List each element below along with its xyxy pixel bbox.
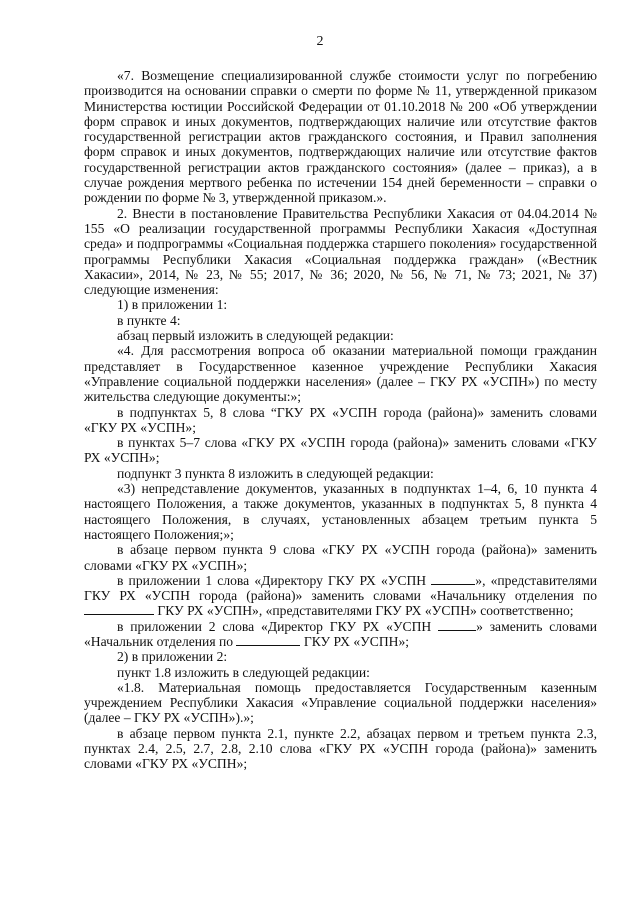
fill-in-blank [84, 603, 154, 615]
text-segment: », «представителями ГКУ РХ «УСПН города (района)» заменить словами «Начальнику отделения по [84, 572, 597, 604]
text-segment: » заменить словами «Начальник отделения по [84, 618, 597, 649]
paragraph-point-1-8: пункт 1.8 изложить в следующей редакции: [117, 664, 370, 680]
document-body [84, 68, 597, 772]
paragraph-item-7: «7. Возмещение специализированной службе стоимости услуг по погребению производится на основании справки о смерти по форме № 11, утвержденной приказом Министерства юстиции Российской Федерации от 01.10.2018 № 200 «Об утверждении форм справок и иных документов, подтверждающих наличие или отсутствие фактов государственной регистрации актов гражданского состояния, и Правил заполнения форм справок и иных документов, подтверждающих наличие или отсутствие фактов государственной регистрации актов гражданского состояния» (далее – приказ), а в случае рождения мертвого ребенка по истечении 154 дней беременности – справки о рождении по форме № 3, утвержденной приказом.». [84, 68, 597, 206]
paragraph-appendix-1: 1) в приложении 1: [117, 297, 228, 313]
paragraph-subpoints-5-8: в подпунктах 5, 8 слова “ГКУ РХ «УСПН города (района)» заменить словами «ГКУ РХ «УСПН»; [84, 404, 597, 435]
page-number: 2 [316, 34, 324, 49]
fill-in-blank [438, 619, 476, 631]
paragraph-new-subpoint-3: «3) непредставление документов, указанных в подпунктах 1–4, 6, 10 пункта 4 настоящего Положения, а также документов, указанных в подпунктах 5, 8 пункта 4 настоящего Положения, в случаях, установленных абзацем третьим пункта 5 настоящего Положения;»; [84, 481, 597, 542]
paragraph-point-9: в абзаце первом пункта 9 слова «ГКУ РХ «УСПН города (района)» заменить словами «ГКУ РХ «УСПН»; [84, 542, 597, 573]
text-segment: в приложении 2 слова «Директор ГКУ РХ «УСПН [117, 618, 432, 634]
text-segment: ГКУ РХ «УСПН», «представителями ГКУ РХ «УСПН» соответственно; [157, 603, 574, 619]
paragraph-new-point-4: «4. Для рассмотрения вопроса об оказании материальной помощи гражданин представляет в Государственное казенное учреждение Республики Хакасия «Управление социальной поддержки населения» (далее – ГКУ РХ «УСПН») по месту жительства следующие документы:»; [84, 343, 597, 405]
text-segment: ГКУ РХ «УСПН»; [303, 633, 410, 649]
paragraph-amend-resolution: 2. Внести в постановление Правительства Республики Хакасия от 04.04.2014 № 155 «О реализации государственной программы Республики Хакасия «Доступная среда» и подпрограммы «Социальная поддержка старшего поколения» государственной программы Республики Хакасия «Социальная поддержка граждан» («Вестник Хакасии», 2014, № 23, № 55; 2017, № 36; 2020, № 56, № 71, № 73; 2021, № 37) следующие изменения: [84, 205, 597, 298]
paragraph-first-abzac: абзац первый изложить в следующей редакции: [117, 328, 394, 344]
paragraph-appendix-1-words [84, 573, 597, 619]
paragraph-new-point-1-8: «1.8. Материальная помощь предоставляется Государственным казенным учреждением Республики Хакасия «Управление социальной поддержки населения» (далее – ГКУ РХ «УСПН»).»; [84, 679, 597, 726]
paragraph-appendix-2-words [84, 619, 597, 650]
paragraph-points-2-x: в абзаце первом пункта 2.1, пункте 2.2, абзацах первом и третьем пункта 2.3, пунктах 2.4, 2.5, 2.7, 2.8, 2.10 слова «ГКУ РХ «УСПН города (района)» заменить словами «ГКУ РХ «УСПН»; [84, 725, 597, 772]
paragraph-points-5-7: в пунктах 5–7 слова «ГКУ РХ «УСПН города (района)» заменить словами «ГКУ РХ «УСПН»; [84, 435, 597, 466]
paragraph-point-4: в пункте 4: [117, 312, 181, 328]
paragraph-subpoint-3: подпункт 3 пункта 8 изложить в следующей редакции: [117, 465, 434, 481]
paragraph-appendix-2: 2) в приложении 2: [117, 649, 228, 665]
fill-in-blank [236, 634, 300, 646]
fill-in-blank [431, 573, 475, 585]
text-segment: в приложении 1 слова «Директору ГКУ РХ «УСПН [117, 572, 427, 588]
